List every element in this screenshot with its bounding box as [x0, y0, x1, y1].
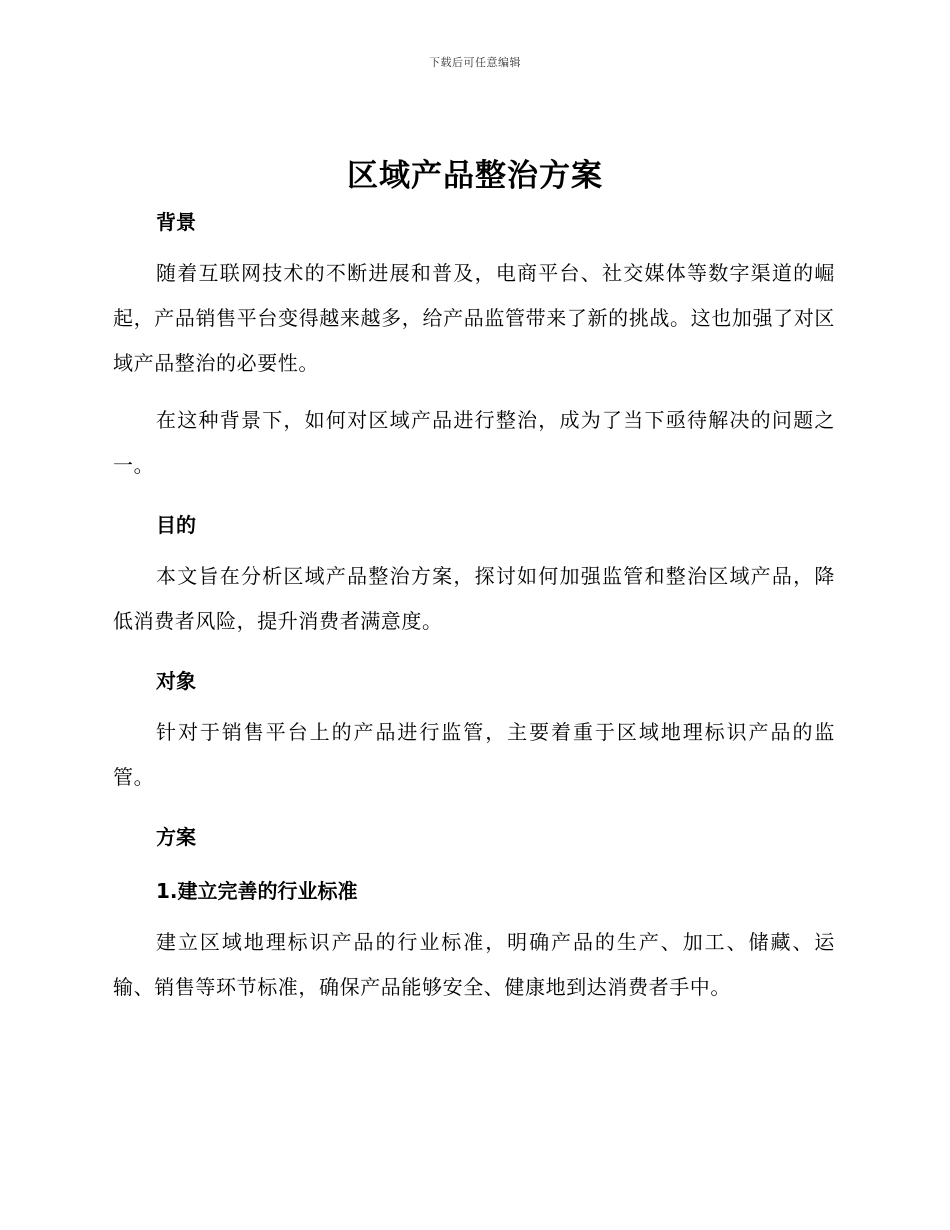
paragraph-target-1: 针对于销售平台上的产品进行监管，主要着重于区域地理标识产品的监管。	[113, 720, 835, 789]
document-title: 区域产品整治方案	[347, 158, 603, 194]
header-note: 下载后可任意编辑	[429, 56, 521, 69]
paragraph-background-2: 在这种背景下，如何对区域产品进行整治，成为了当下亟待解决的问题之一。	[113, 408, 835, 477]
paragraph-purpose-1: 本文旨在分析区域产品整治方案，探讨如何加强监管和整治区域产品，降低消费者风险，提升消费者满意度。	[113, 564, 835, 633]
section-heading-background: 背景	[156, 210, 196, 234]
section-heading-target: 对象	[156, 669, 196, 693]
section-heading-plan: 方案	[156, 825, 196, 849]
paragraph-standards-1: 建立区域地理标识产品的行业标准，明确产品的生产、加工、储藏、运输、销售等环节标准，确保产品能够安全、健康地到达消费者手中。	[113, 930, 835, 999]
paragraph-background-1: 随着互联网技术的不断进展和普及，电商平台、社交媒体等数字渠道的崛起，产品销售平台变得越来越多，给产品监管带来了新的挑战。这也加强了对区域产品整治的必要性。	[113, 261, 835, 375]
section-heading-purpose: 目的	[156, 513, 196, 537]
subsection-heading-standards: 1.建立完善的行业标准	[156, 879, 358, 903]
document-body	[113, 205, 835, 1010]
